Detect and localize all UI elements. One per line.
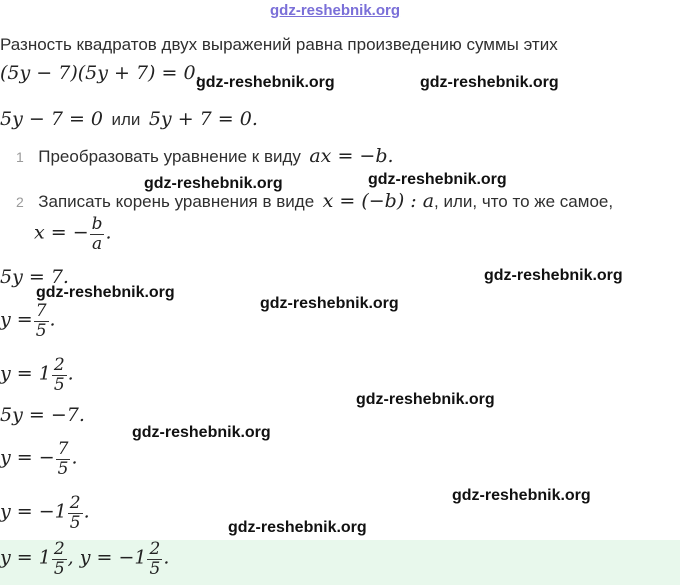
line-suffix: . [71,446,78,469]
watermark: gdz-reshebnik.org [132,424,271,441]
answer-suffix: . [163,546,170,569]
solution-line-2 [0,302,56,341]
answer-prefix: y = 1 [0,546,51,569]
fraction-denominator: 5 [57,459,69,479]
fraction-numerator: 2 [149,539,161,559]
step-number: 2 [16,194,24,210]
line-prefix: y = [0,308,33,331]
intro-text: Разность квадратов двух выражений равна произведению суммы этих [0,35,558,54]
line-prefix: y = 1 [0,362,51,385]
step-2 [16,190,613,212]
answer-line [0,540,169,579]
step-math: ax = −b. [309,145,394,167]
solution-line-4: 5y = −7. [0,404,85,426]
line-prefix: y = −1 [0,500,67,523]
watermark: gdz-reshebnik.org [260,295,399,312]
formula-suffix: . [105,221,112,244]
line-suffix: . [49,308,56,331]
fraction-denominator: 5 [35,321,47,341]
step-math: x = (−b) : a [322,190,435,212]
answer-middle: , y = −1 [67,546,147,569]
fraction-numerator: 7 [57,439,69,459]
step-text-continuation: , или, что то же самое, [434,192,614,211]
watermark: gdz-reshebnik.org [420,74,559,91]
or-word: или [111,110,141,129]
watermark: gdz-reshebnik.org [36,284,175,301]
fraction-numerator: 7 [35,301,47,321]
fraction-denominator: 5 [149,559,161,579]
fraction-numerator: b [91,214,103,234]
line-suffix: . [83,500,90,523]
equation-product: (5y − 7)(5y + 7) = 0. [0,62,202,84]
fraction-numerator: 2 [53,539,65,559]
equation-left: 5y − 7 = 0 [0,108,103,130]
equation-split [0,108,258,130]
fraction-denominator: a [92,234,103,254]
fraction-numerator: 2 [69,493,81,513]
watermark: gdz-reshebnik.org [144,175,283,192]
step-text: Записать корень уравнения в виде [38,192,315,211]
solution-line-5 [0,440,78,479]
equation-right: 5y + 7 = 0. [148,108,258,130]
step-1 [16,145,394,167]
watermark: gdz-reshebnik.org [228,519,367,536]
line-prefix: y = − [0,446,55,469]
solution-line-1: 5y = 7. [0,266,69,288]
formula-prefix: x = − [34,221,89,244]
fraction-numerator: 2 [53,355,65,375]
watermark: gdz-reshebnik.org [368,171,507,188]
solution-line-6 [0,494,90,533]
step-number: 1 [16,149,24,165]
step-2-formula [34,215,112,254]
fraction-denominator: 5 [53,559,65,579]
fraction-denominator: 5 [69,513,81,533]
watermark: gdz-reshebnik.org [356,391,495,408]
step-text: Преобразовать уравнение к виду [38,147,301,166]
watermark: gdz-reshebnik.org [452,487,591,504]
line-suffix: . [67,362,74,385]
solution-line-3 [0,356,74,395]
watermark-top[interactable]: gdz-reshebnik.org [270,2,401,19]
fraction-denominator: 5 [53,375,65,395]
watermark: gdz-reshebnik.org [484,267,623,284]
watermark: gdz-reshebnik.org [196,74,335,91]
